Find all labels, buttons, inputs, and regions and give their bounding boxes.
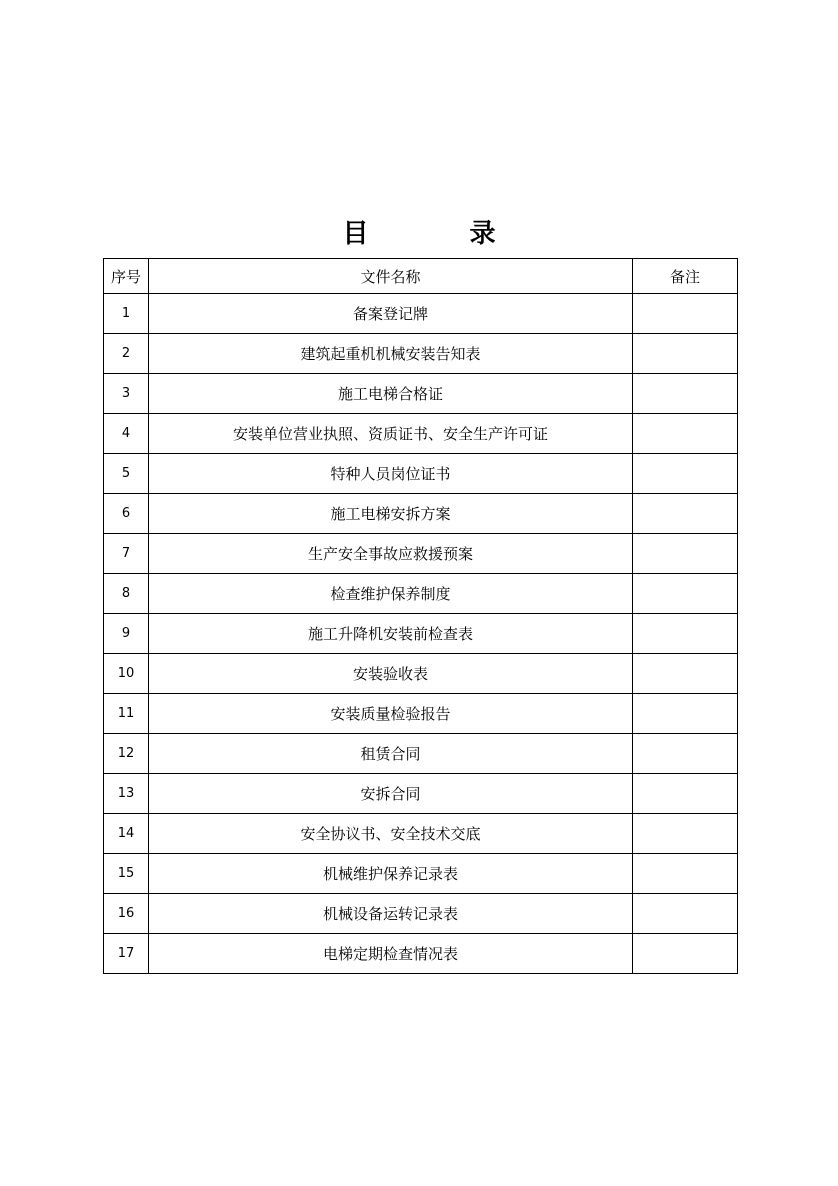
table-row bbox=[104, 414, 738, 454]
row-file-name: 检查维护保养制度 bbox=[149, 574, 633, 614]
table-row bbox=[104, 814, 738, 854]
row-note bbox=[633, 814, 738, 854]
row-file-name: 生产安全事故应救援预案 bbox=[149, 534, 633, 574]
row-index: 15 bbox=[104, 854, 149, 894]
table-header-row bbox=[104, 259, 738, 294]
row-index: 12 bbox=[104, 734, 149, 774]
row-note bbox=[633, 894, 738, 934]
row-index: 8 bbox=[104, 574, 149, 614]
row-note bbox=[633, 574, 738, 614]
row-note bbox=[633, 854, 738, 894]
row-index: 4 bbox=[104, 414, 149, 454]
table-row bbox=[104, 334, 738, 374]
row-file-name: 特种人员岗位证书 bbox=[149, 454, 633, 494]
row-note bbox=[633, 454, 738, 494]
row-index: 16 bbox=[104, 894, 149, 934]
table-row bbox=[104, 374, 738, 414]
row-index: 10 bbox=[104, 654, 149, 694]
table-of-contents bbox=[103, 258, 738, 974]
row-file-name: 机械维护保养记录表 bbox=[149, 854, 633, 894]
table-row bbox=[104, 574, 738, 614]
table-row bbox=[104, 854, 738, 894]
row-note bbox=[633, 774, 738, 814]
row-file-name: 备案登记牌 bbox=[149, 294, 633, 334]
row-note bbox=[633, 294, 738, 334]
row-index: 1 bbox=[104, 294, 149, 334]
row-file-name: 租赁合同 bbox=[149, 734, 633, 774]
row-index: 14 bbox=[104, 814, 149, 854]
row-file-name: 安全协议书、安全技术交底 bbox=[149, 814, 633, 854]
row-index: 5 bbox=[104, 454, 149, 494]
row-file-name: 安装单位营业执照、资质证书、安全生产许可证 bbox=[149, 414, 633, 454]
row-index: 2 bbox=[104, 334, 149, 374]
table-row bbox=[104, 534, 738, 574]
table-row bbox=[104, 614, 738, 654]
row-file-name: 安装验收表 bbox=[149, 654, 633, 694]
row-file-name: 电梯定期检查情况表 bbox=[149, 934, 633, 974]
header-index: 序号 bbox=[104, 259, 149, 294]
row-note bbox=[633, 414, 738, 454]
row-index: 6 bbox=[104, 494, 149, 534]
table-row bbox=[104, 934, 738, 974]
row-index: 13 bbox=[104, 774, 149, 814]
table-row bbox=[104, 694, 738, 734]
row-index: 17 bbox=[104, 934, 149, 974]
row-file-name: 施工升降机安装前检查表 bbox=[149, 614, 633, 654]
row-note bbox=[633, 614, 738, 654]
row-note bbox=[633, 334, 738, 374]
row-file-name: 建筑起重机机械安装告知表 bbox=[149, 334, 633, 374]
row-index: 11 bbox=[104, 694, 149, 734]
row-note bbox=[633, 494, 738, 534]
table-row bbox=[104, 774, 738, 814]
row-note bbox=[633, 694, 738, 734]
table-row bbox=[104, 894, 738, 934]
header-note: 备注 bbox=[633, 259, 738, 294]
row-note bbox=[633, 374, 738, 414]
table-row bbox=[104, 494, 738, 534]
row-note bbox=[633, 534, 738, 574]
header-file-name: 文件名称 bbox=[149, 259, 633, 294]
table-row bbox=[104, 654, 738, 694]
row-index: 3 bbox=[104, 374, 149, 414]
table-row bbox=[104, 294, 738, 334]
row-file-name: 安拆合同 bbox=[149, 774, 633, 814]
document-title: 目 录 bbox=[342, 219, 542, 249]
table-row bbox=[104, 734, 738, 774]
row-file-name: 安装质量检验报告 bbox=[149, 694, 633, 734]
row-file-name: 施工电梯安拆方案 bbox=[149, 494, 633, 534]
row-note bbox=[633, 734, 738, 774]
row-file-name: 机械设备运转记录表 bbox=[149, 894, 633, 934]
row-note bbox=[633, 654, 738, 694]
table-row bbox=[104, 454, 738, 494]
row-note bbox=[633, 934, 738, 974]
row-index: 9 bbox=[104, 614, 149, 654]
row-file-name: 施工电梯合格证 bbox=[149, 374, 633, 414]
row-index: 7 bbox=[104, 534, 149, 574]
